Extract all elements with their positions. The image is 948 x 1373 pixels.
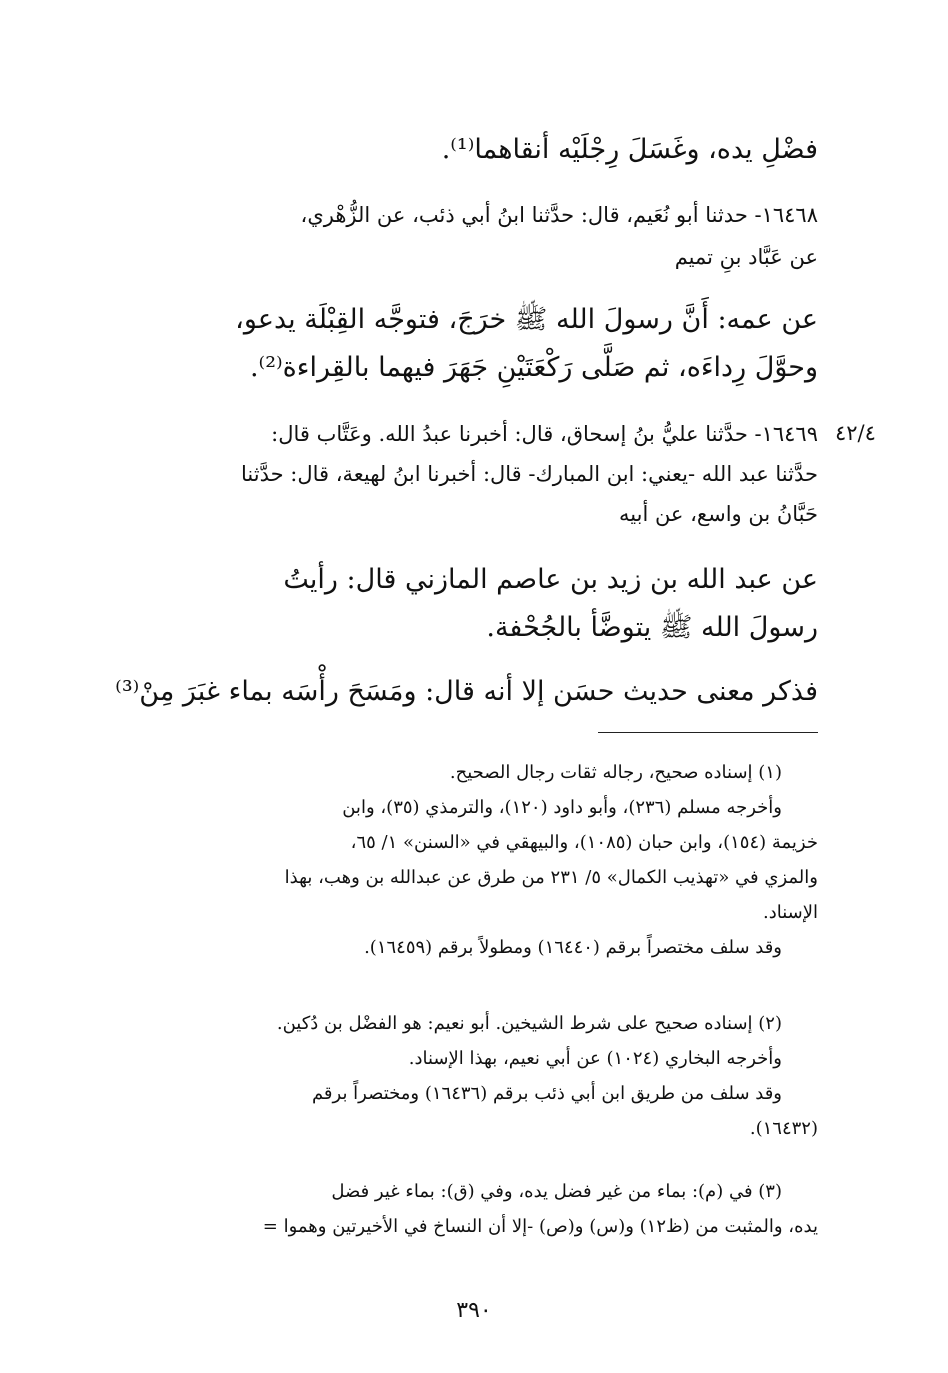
footnote-3-line-2: يده، والمثبت من (ظ١٢) و(س) و(ص) -إلا أن النساخ في الأخيرتين وهموا = <box>262 1216 818 1237</box>
hadith-16468-isnad-line-1: ١٦٤٦٨- حدثنا أبو نُعَيم، قال: حدَّثنا ابنُ أبي ذئب، عن الزُّهْري، <box>300 203 818 227</box>
hadith-16469-isnad-line-3: حَبَّانُ بن واسع، عن أبيه <box>619 502 818 526</box>
main-text-top <box>118 126 818 174</box>
footnote-1-line-3: خزيمة (١٥٤)، وابن حبان (١٠٨٥)، والبيهقي في «السنن» ١/ ٦٥، <box>350 832 818 853</box>
hadith-16469-matn-line-2: رسولَ الله ﷺ يتوضَّأ بالجُحْفة. <box>486 612 818 643</box>
page-number: ٣٩٠ <box>456 1298 492 1323</box>
hadith-16469-matn-line-1: عن عبد الله بن زيد بن عاصم المازني قال: رأيتُ <box>283 564 818 595</box>
footnote-2-line-1: (٢) إسناده صحيح على شرط الشيخين. أبو نعيم: هو الفضْل بن دُكين. <box>276 1013 782 1034</box>
hadith-16469-matn-line-3: فذكر معنى حديث حسَن إلا أنه قال: ومَسَحَ رأْسَه بماء غبَرَ مِنْ⁽³⁾ <box>115 676 818 707</box>
hadith-16468-matn-line-1: عن عمه: أَنَّ رسولَ الله ﷺ خرَجَ، فتوجَّه القِبْلَة يدعو، <box>235 304 818 335</box>
footnote-3 <box>118 1174 818 1244</box>
hadith-16469-matn <box>118 556 818 652</box>
footnote-2 <box>118 1006 818 1146</box>
hadith-16469-isnad-line-2: حدَّثنا عبد الله -يعني: ابن المبارك- قال: أخبرنا ابنُ لهيعة، قال: حدَّثنا <box>240 462 818 486</box>
footnote-2-line-3: وقد سلف من طريق ابن أبي ذئب برقم (١٦٤٣٦) ومختصراً برقم <box>311 1083 782 1104</box>
hadith-16468-matn <box>118 296 818 392</box>
footnote-1-line-4: والمزي في «تهذيب الكمال» ٥/ ٢٣١ من طرق عن عبدالله بن وهب، بهذا <box>284 867 818 888</box>
footnote-1-line-1: (١) إسناده صحيح، رجاله ثقات رجال الصحيح. <box>449 762 782 783</box>
footnote-3-line-1: (٣) في (م): بماء من غير فضل يده، وفي (ق): بماء غير فضل <box>331 1181 782 1202</box>
hadith-16468-isnad-line-2: عن عَبَّاد بنِ تميم <box>674 245 818 269</box>
hadith-16468-isnad <box>118 194 818 278</box>
footnote-2-line-2: وأخرجه البخاري (١٠٢٤) عن أبي نعيم، بهذا الإسناد. <box>408 1048 782 1069</box>
hadith-16469-isnad <box>118 414 818 534</box>
margin-volume-reference: ٤٢/٤ <box>835 421 876 445</box>
hadith-16469-matn-cont <box>115 668 818 716</box>
footnote-1-line-2: وأخرجه مسلم (٢٣٦)، وأبو داود (١٢٠)، والترمذي (٣٥)، وابن <box>342 797 782 818</box>
footnote-2-line-4: (١٦٤٣٢). <box>749 1118 818 1139</box>
continuation-line: فضْلِ يده، وغَسَلَ رِجْلَيْه أنقاهما⁽¹⁾. <box>441 134 818 165</box>
hadith-16468-matn-line-2: وحوَّلَ رِداءَه، ثم صَلَّى رَكْعَتَيْنِ جَهَرَ فيهما بالقِراءة⁽²⁾. <box>249 352 818 383</box>
hadith-16469-isnad-line-1: ١٦٤٦٩- حدَّثنا عليُّ بنُ إسحاق، قال: أخبرنا عبدُ الله. وعَتَّاب قال: <box>271 422 818 446</box>
footnote-1-line-6: وقد سلف مختصراً برقم (١٦٤٤٠) ومطولاً برقم (١٦٤٥٩). <box>364 937 782 958</box>
footnote-1 <box>118 755 818 965</box>
footnote-1-line-5: الإسناد. <box>762 902 818 923</box>
footnote-separator <box>598 732 818 733</box>
